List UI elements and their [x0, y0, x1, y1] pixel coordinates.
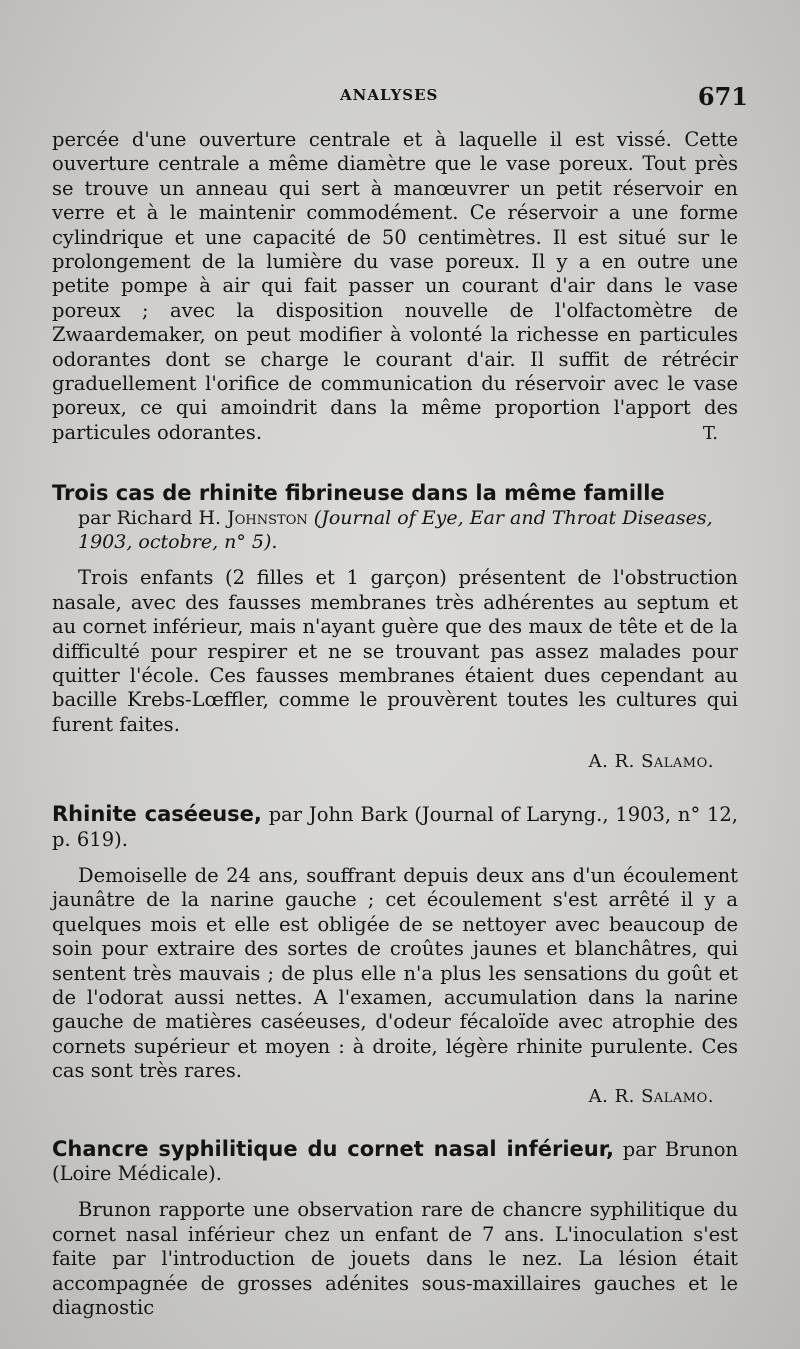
page-content [52, 128, 738, 1320]
page-header [58, 82, 748, 116]
article-heading-line [52, 1137, 738, 1187]
running-title: ANALYSES [340, 86, 439, 104]
article-chancre-syphilitique [52, 1137, 738, 1321]
article-paragraph: Brunon rapporte une observation rare de chancre syphilitique du cornet nasal inférieur chez un enfant de 7 ans. L'inoculation s'est faite par l'introduction de jouets dans le nez. La lésion était accompagnée de grosses adénites sous-maxillaires gauches et le diagnostic [52, 1198, 738, 1320]
article-citation [52, 506, 738, 554]
citation-author: Johnston [227, 507, 308, 530]
article-paragraph: Demoiselle de 24 ans, souffrant depuis deux ans d'un écoulement jaunâtre de la narine gauche ; cet écoulement s'est arrêté il y a quelques mois et elle est obligée de se nettoyer avec beaucoup de soin pour extraire des sortes de croûtes jaunes et blanchâtres, qui sentent très mauvais ; de plus elle n'a plus les sensations du goût et de l'odorat aussi nettes. A l'examen, accumulation dans la narine gauche de matières caséeuses, d'odeur fécaloïde avec atrophie des cornets supérieur et moyen : à droite, légère rhinite purulente. Ces cas sont très rares. [52, 863, 738, 1083]
article-citation: par Brunon (Loire Médicale). [52, 1137, 738, 1185]
article-title: Chancre syphilitique du cornet nasal inférieur, [52, 1136, 614, 1161]
article-signature: A. R. Salamo. [588, 751, 714, 773]
article-signature: A. R. Salamo. [588, 1085, 714, 1107]
citation-source: (Journal of Eye, Ear and Throat Diseases, 1903, octobre, n° 5). [78, 507, 713, 554]
page-number: 671 [697, 82, 748, 111]
article-continued-signature: T. [702, 423, 718, 445]
article-rhinite-caseeuse [52, 802, 738, 1106]
article-continued-paragraph: percée d'une ouverture centrale et à laquelle il est vissé. Cette ouverture centrale a même diamètre que le vase poreux. Tout près se trouve un anneau qui sert à manœuvrer un petit réservoir en verre et à le maintenir commodément. Ce réservoir a une forme cylindrique et une capacité de 50 centimètres. Il est situé sur le prolongement de la lumière du vase poreux. Il y a en outre une petite pompe à air qui fait passer un courant d'air dans le vase poreux ; avec la disposition nouvelle de l'olfactomètre de Zwaardemaker, on peut modifier à volonté la richesse en particules odorantes dont se charge le courant d'air. Il suffit de rétrécir graduellement l'orifice de communication du réservoir avec le vase poreux, ce qui amoindrit dans la même proportion l'apport des particules odorantes. [52, 128, 738, 444]
article-title: Rhinite caséeuse, [52, 802, 262, 827]
article-paragraph: Trois enfants (2 filles et 1 garçon) présentent de l'obstruction nasale, avec des fausses membranes très adhérentes au septum et au cornet inférieur, mais n'ayant guère que des maux de tête et de la difficulté pour respirer et ne se trouvant pas assez malades pour quitter l'école. Ces fausses membranes étaient dues cependant au bacille Krebs-Lœffler, comme le prouvèrent toutes les cultures qui furent faites. [52, 566, 738, 736]
article-citation: par John Bark (Journal of Laryng., 1903, n° 12, p. 619). [52, 803, 738, 851]
article-heading-line [52, 802, 738, 852]
article-title: Trois cas de rhinite fibrineuse dans la même famille [52, 481, 665, 506]
article-continued [52, 128, 738, 444]
citation-by: par Richard H. [78, 507, 222, 530]
article-rhinite-fibrineuse [52, 480, 738, 772]
